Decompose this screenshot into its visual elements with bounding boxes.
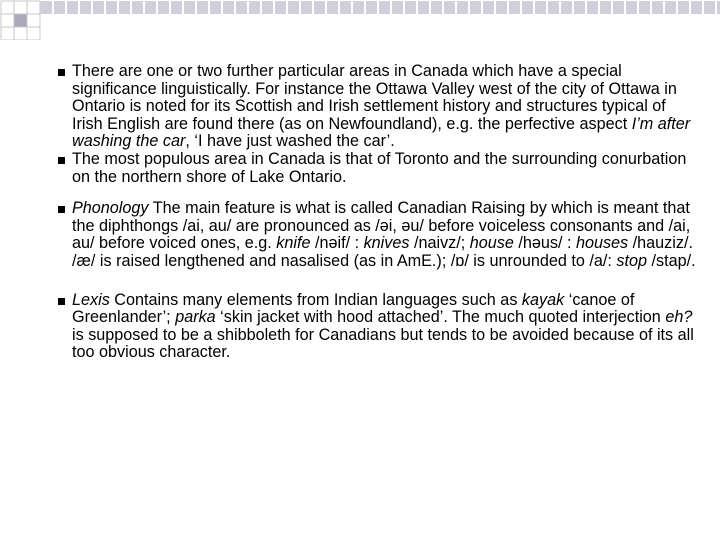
- italic-term: houses: [575, 234, 629, 253]
- text-run: /naivz/;: [409, 234, 470, 253]
- italic-term: knives: [363, 234, 410, 253]
- text-run: /həus/ :: [513, 234, 576, 253]
- bullet-text: [72, 150, 686, 186]
- slide-body: [58, 63, 698, 362]
- bullet-text: [72, 62, 690, 150]
- square-bullet-icon: [58, 69, 65, 76]
- italic-term: Phonology: [72, 199, 149, 218]
- square-bullet-icon: [58, 157, 65, 164]
- text-run: /stap/.: [647, 251, 696, 270]
- italic-term: house: [469, 234, 514, 253]
- italic-term: kayak: [521, 290, 565, 309]
- bullet-item: [58, 151, 698, 186]
- italic-term: Lexis: [72, 290, 110, 309]
- text-run: The main feature is what is called Canadian Raising by which is meant that the diphthongs /ai, au/ are pronounced as /əi, əu/ before voiceless consonants and /ai, au/ before voiced ones, e.g.: [72, 199, 691, 253]
- bullet-item: [58, 292, 698, 362]
- text-run: Contains many elements from Indian languages such as: [109, 290, 522, 309]
- italic-term: parka: [175, 308, 216, 327]
- text-run: is supposed to be a shibboleth for Canadians but tends to be avoided because of its all too obvious character.: [72, 325, 694, 362]
- italic-term: stop: [616, 251, 648, 270]
- italic-term: eh?: [665, 308, 693, 327]
- text-run: /nəif/ :: [310, 234, 364, 253]
- italic-term: knife: [276, 234, 311, 253]
- text-run: ‘canoe of Greenlander’;: [72, 290, 635, 327]
- text-run: The most populous area in Canada is that of Toronto and the surrounding conurbation on the northern shore of Lake Ontario.: [72, 149, 687, 186]
- corner-grid-decoration: [0, 0, 720, 40]
- square-bullet-icon: [58, 298, 65, 305]
- square-bullet-icon: [58, 206, 65, 213]
- text-run: ‘skin jacket with hood attached’. The much quoted interjection: [215, 308, 666, 327]
- italic-term: I’m after washing the car: [72, 114, 691, 151]
- text-run: /hauziz/. /æ/ is raised lengthened and nasalised (as in AmE.); /ɒ/ is unrounded to /a/:: [72, 234, 693, 270]
- text-run: , ‘I have just washed the car’.: [185, 132, 395, 151]
- bullet-item: [58, 63, 698, 151]
- bullet-item: [58, 200, 698, 270]
- bullet-text: [72, 291, 694, 362]
- bullet-text: [72, 199, 696, 270]
- text-run: There are one or two further particular areas in Canada which have a special significance linguistically. For instance the Ottawa Valley west of the city of Ottawa in Ontario is noted for its Scottish and Irish settlement history and structures typical of Irish English are found there (as on Newfoundland), e.g. the perfective aspect: [72, 62, 677, 133]
